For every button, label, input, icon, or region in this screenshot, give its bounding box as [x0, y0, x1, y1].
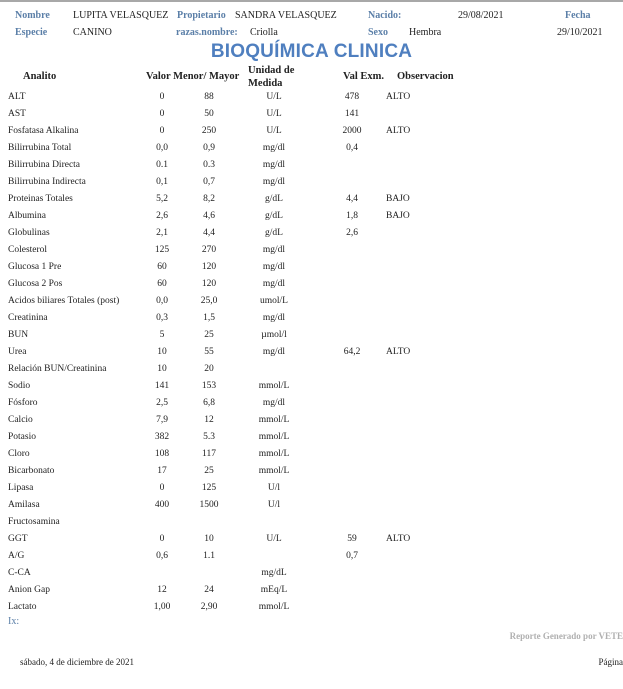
table-row [0, 330, 623, 347]
column-header-analito: Analito [23, 71, 57, 82]
analito-cell: Proteinas Totales [8, 194, 73, 204]
analito-cell: Bilirrubina Indirecta [8, 177, 86, 187]
footer-page: Página [598, 657, 623, 667]
analito-cell: Relación BUN/Creatinina [8, 364, 107, 374]
nacido-value: 29/08/2021 [458, 10, 504, 21]
table-row [0, 92, 623, 109]
analito-cell: GGT [8, 534, 28, 544]
raza-value: Criolla [250, 27, 278, 38]
max-cell: 153 [201, 381, 217, 391]
nombre-value: LUPITA VELASQUEZ [73, 10, 169, 21]
min-cell: 0,0 [156, 296, 168, 306]
analito-cell: Lipasa [8, 483, 34, 493]
min-cell: 141 [154, 381, 170, 391]
min-cell: 0 [159, 126, 165, 136]
analito-cell: Acidos biliares Totales (post) [8, 296, 120, 306]
max-cell: 20 [204, 364, 214, 374]
table-row [0, 126, 623, 143]
value-cell: 4,4 [346, 194, 358, 204]
table-row [0, 194, 623, 211]
min-cell: 17 [157, 466, 167, 476]
table-row [0, 313, 623, 330]
column-header-unidad: Unidad de Medida [248, 65, 295, 89]
max-cell: 120 [201, 262, 217, 272]
min-cell: 1,00 [153, 602, 171, 612]
min-cell: 0 [159, 534, 165, 544]
unit-cell: g/dL [265, 194, 283, 204]
unit-cell: g/dL [265, 211, 283, 221]
min-cell: 400 [154, 500, 170, 510]
max-cell: 55 [204, 347, 214, 357]
analito-cell: Bilirrubina Directa [8, 160, 81, 170]
sexo-value: Hembra [409, 27, 442, 38]
analito-cell: Sodio [8, 381, 31, 391]
table-row [0, 347, 623, 364]
analito-cell: AST [8, 109, 26, 119]
table-row [0, 296, 623, 313]
min-cell: 7,9 [156, 415, 168, 425]
table-row [0, 279, 623, 296]
unit-cell: mmol/L [258, 381, 290, 391]
max-cell: 0,9 [203, 143, 215, 153]
min-cell: 125 [154, 245, 170, 255]
max-cell: 12 [204, 415, 214, 425]
table-row [0, 517, 623, 534]
value-cell: 478 [344, 92, 360, 102]
value-cell: 1,8 [346, 211, 358, 221]
analito-cell: Cloro [8, 449, 30, 459]
unit-cell: mg/dl [262, 160, 286, 170]
max-cell: 1500 [199, 500, 219, 510]
min-cell: 0,6 [156, 551, 168, 561]
value-cell: 141 [344, 109, 360, 119]
table-row [0, 415, 623, 432]
footer-date: sábado, 4 de diciembre de 2021 [20, 657, 134, 667]
especie-value: CANINO [73, 27, 112, 38]
unit-cell: mmol/L [258, 449, 290, 459]
unit-cell: mEq/L [260, 585, 288, 595]
analito-cell: Glucosa 2 Pos [8, 279, 63, 289]
max-cell: 2,90 [200, 602, 218, 612]
value-cell: 2,6 [346, 228, 358, 238]
observation-cell: ALTO [386, 126, 411, 136]
table-row [0, 160, 623, 177]
analito-cell: Bicarbonato [8, 466, 55, 476]
fecha-label: Fecha [565, 10, 591, 21]
min-cell: 0.1 [156, 160, 168, 170]
ix-label: Ix: [8, 616, 20, 627]
column-header-val-exm: Val Exm. [343, 71, 385, 82]
table-row [0, 449, 623, 466]
nacido-label: Nacido: [368, 10, 402, 21]
value-cell: 2000 [342, 126, 362, 136]
max-cell: 25 [204, 330, 214, 340]
report-title: BIOQUÍMICA CLINICA [210, 41, 413, 62]
unit-cell: µmol/l [261, 330, 287, 340]
table-row [0, 262, 623, 279]
table-row [0, 602, 623, 619]
unit-cell: mg/dl [262, 279, 286, 289]
propietario-label: Propietario [177, 10, 226, 21]
min-cell: 382 [154, 432, 170, 442]
unit-cell: U/L [266, 534, 282, 544]
analito-cell: Fósforo [8, 398, 38, 408]
analito-cell: Creatinina [8, 313, 48, 323]
unit-cell: g/dL [265, 228, 283, 238]
max-cell: 88 [204, 92, 214, 102]
min-cell: 2,6 [156, 211, 168, 221]
column-header-observacion: Observacion [397, 71, 454, 82]
table-row [0, 245, 623, 262]
unit-cell: U/l [267, 483, 281, 493]
table-row [0, 143, 623, 160]
table-row [0, 109, 623, 126]
value-cell: 64,2 [343, 347, 361, 357]
fecha-value: 29/10/2021 [557, 27, 603, 38]
observation-cell: ALTO [386, 92, 411, 102]
max-cell: 120 [201, 279, 217, 289]
table-row [0, 483, 623, 500]
min-cell: 0 [159, 109, 165, 119]
max-cell: 25,0 [200, 296, 218, 306]
unit-cell: U/L [266, 126, 282, 136]
max-cell: 4,6 [203, 211, 215, 221]
max-cell: 1,5 [203, 313, 215, 323]
max-cell: 117 [202, 449, 216, 459]
table-row [0, 177, 623, 194]
min-cell: 10 [157, 364, 167, 374]
max-cell: 250 [201, 126, 217, 136]
unit-cell: mmol/L [258, 602, 290, 612]
unit-cell: mmol/L [258, 415, 290, 425]
max-cell: 24 [204, 585, 214, 595]
observation-cell: BAJO [386, 211, 410, 221]
table-row [0, 398, 623, 415]
min-cell: 5 [159, 330, 165, 340]
table-row [0, 381, 623, 398]
unit-cell: mg/dl [262, 398, 286, 408]
analito-cell: Lactato [8, 602, 37, 612]
analito-cell: Amilasa [8, 500, 40, 510]
max-cell: 8,2 [203, 194, 215, 204]
min-cell: 5,2 [156, 194, 168, 204]
max-cell: 25 [204, 466, 214, 476]
unit-cell: mg/dl [262, 262, 286, 272]
min-cell: 0,1 [156, 177, 168, 187]
min-cell: 0 [159, 92, 165, 102]
max-cell: 0.3 [203, 160, 215, 170]
value-cell: 59 [347, 534, 357, 544]
table-row [0, 534, 623, 551]
analito-cell: Glucosa 1 Pre [8, 262, 62, 272]
unit-cell: mg/dl [262, 347, 286, 357]
min-cell: 2,5 [156, 398, 168, 408]
unit-cell: mg/dl [262, 143, 286, 153]
generated-by: Reporte Generado por VETE [509, 631, 623, 641]
min-cell: 12 [157, 585, 167, 595]
unit-cell: mg/dL [261, 568, 287, 578]
analito-cell: Fructosamina [8, 517, 60, 527]
max-cell: 0,7 [203, 177, 215, 187]
max-cell: 10 [204, 534, 214, 544]
value-cell: 0,4 [346, 143, 358, 153]
observation-cell: ALTO [386, 347, 411, 357]
table-row [0, 500, 623, 517]
column-header-valor: Valor Menor/ Mayor [146, 71, 240, 82]
table-row [0, 211, 623, 228]
sexo-label: Sexo [368, 27, 388, 38]
min-cell: 0,0 [156, 143, 168, 153]
min-cell: 60 [157, 279, 167, 289]
value-cell: 0,7 [346, 551, 358, 561]
max-cell: 50 [204, 109, 214, 119]
max-cell: 1.1 [203, 551, 215, 561]
analito-cell: Bilirrubina Total [8, 143, 72, 153]
especie-label: Especie [15, 27, 48, 38]
unit-cell: U/l [267, 500, 281, 510]
analito-cell: Colesterol [8, 245, 48, 255]
max-cell: 4,4 [203, 228, 215, 238]
observation-cell: BAJO [386, 194, 410, 204]
propietario-value: SANDRA VELASQUEZ [235, 10, 337, 21]
analito-cell: C-CA [8, 568, 31, 578]
unit-cell: U/L [266, 109, 282, 119]
min-cell: 0,3 [156, 313, 168, 323]
top-border [0, 0, 623, 2]
analito-cell: Potasio [8, 432, 36, 442]
table-row [0, 364, 623, 381]
analito-cell: ALT [8, 92, 26, 102]
max-cell: 270 [201, 245, 217, 255]
analito-cell: Albumina [8, 211, 46, 221]
min-cell: 2,1 [156, 228, 168, 238]
unit-cell: mg/dl [262, 177, 286, 187]
min-cell: 10 [157, 347, 167, 357]
unit-cell: mmol/L [258, 432, 290, 442]
analito-cell: Globulinas [8, 228, 50, 238]
unit-cell: umol/L [260, 296, 288, 306]
raza-label: razas.nombre: [176, 27, 238, 38]
table-row [0, 228, 623, 245]
unit-cell: U/L [266, 92, 282, 102]
table-row [0, 585, 623, 602]
table-row [0, 466, 623, 483]
table-row [0, 432, 623, 449]
analito-cell: BUN [8, 330, 29, 340]
min-cell: 60 [157, 262, 167, 272]
analito-cell: Anion Gap [8, 585, 50, 595]
observation-cell: ALTO [386, 534, 411, 544]
nombre-label: Nombre [15, 10, 50, 21]
max-cell: 125 [201, 483, 217, 493]
analito-cell: Fosfatasa Alkalina [8, 126, 79, 136]
analito-cell: Calcio [8, 415, 33, 425]
unit-cell: mg/dl [262, 313, 286, 323]
unit-cell: mg/dl [262, 245, 286, 255]
max-cell: 6,8 [203, 398, 215, 408]
analito-cell: A/G [8, 551, 25, 561]
min-cell: 108 [154, 449, 170, 459]
analito-cell: Urea [8, 347, 27, 357]
unit-cell: mmol/L [258, 466, 290, 476]
max-cell: 5.3 [203, 432, 215, 442]
min-cell: 0 [159, 483, 165, 493]
table-row [0, 568, 623, 585]
table-row [0, 551, 623, 568]
